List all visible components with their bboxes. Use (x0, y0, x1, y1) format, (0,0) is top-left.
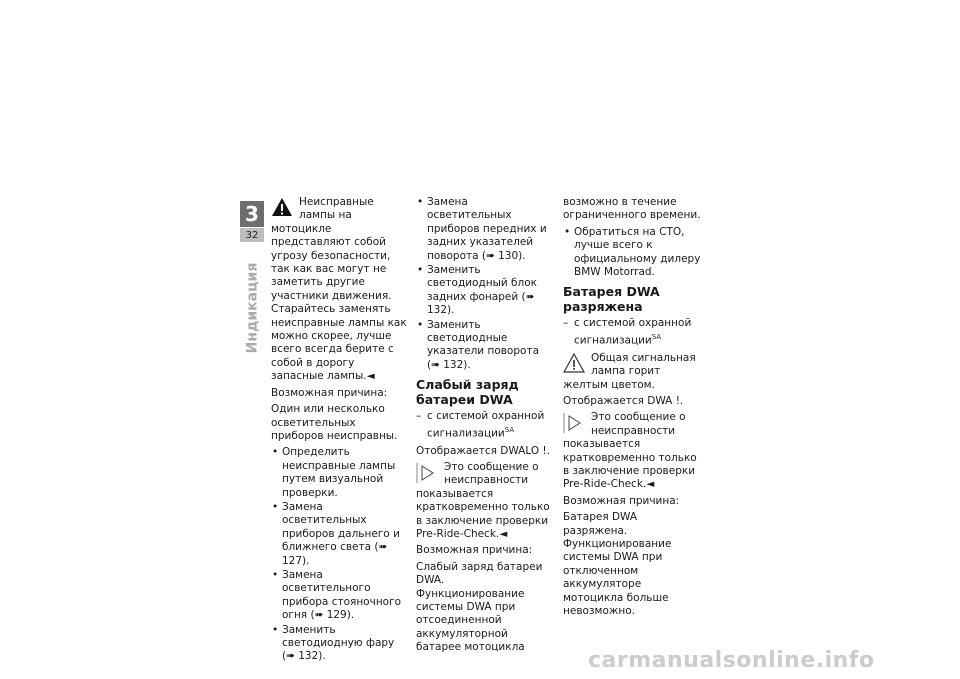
section-heading: Батарея DWA разряжена (563, 284, 660, 314)
column-1 (271, 196, 409, 667)
column-2 (416, 196, 554, 658)
option-note (563, 317, 703, 347)
column-3 (563, 196, 703, 621)
warning-block (271, 196, 409, 384)
section-heading: Слабый заряд батареи DWA (416, 377, 519, 407)
section-label-text: Индикация (244, 262, 261, 353)
option-note (416, 410, 554, 440)
list-item: • Заменить светодиодные указатели поворота (➠ 132). (416, 319, 554, 373)
list-item: • Заменить светодиодную фару (➠ 132). (271, 624, 409, 664)
info-play-icon (416, 462, 438, 484)
cause-label: Возможная причина: (271, 386, 388, 399)
action-list (416, 196, 554, 372)
list-item: • Заменить светодиодный блок задних фонарей (➠ 132). (416, 264, 554, 318)
chapter-tab (240, 201, 264, 242)
option-sup: SA (651, 332, 662, 341)
chapter-number: 3 (240, 201, 264, 227)
list-item: • Замена осветительных приборов дальнего и ближнего света (➠ 127). (271, 501, 409, 568)
watermark: carmanualsonline.info (588, 648, 875, 673)
cause-label: Возможная причина: (416, 544, 533, 557)
display-text: Отображается DWALO !. (416, 444, 550, 457)
info-block (416, 461, 554, 541)
cause-text: Один или несколько осветительных приборов неисправны. (271, 403, 398, 442)
option-note-text: с системой охранной сигнализации (574, 317, 692, 347)
list-item: • Определить неисправные лампы путем визуальной проверки. (271, 446, 409, 500)
list-item: • Обратиться на СТО, лучше всего к официальному дилеру BMW Motorrad. (563, 226, 703, 280)
cause-label: Возможная причина: (563, 494, 680, 507)
warning-lamp-icon (563, 353, 585, 373)
display-text: Отображается DWA !. (563, 394, 684, 407)
info-text: Это сообщение о неисправности показывается кратковременно только в заключение проверки Pre-Ride-Check.◄ (563, 411, 697, 491)
info-text: Это сообщение о неисправности показывается кратковременно только в заключение проверки Pre-Ride-Check.◄ (416, 461, 550, 541)
warning-text: Неисправные лампы на мотоцикле представляют собой угрозу безопасности, так как вас могут не заметить другие участники движения. Старайтесь заменять неисправные лампы как можно скорее, лучше всего всегда берите с собой в дорогу запасные лампы.◄ (271, 196, 407, 383)
section-label (240, 262, 264, 353)
cause-text: Батарея DWA разряжена. Функционирование системы DWA при отключенном аккумуляторе мотоцикла больше невозможно. (563, 511, 672, 618)
warning-lamp-block (563, 352, 703, 392)
action-list (271, 446, 409, 664)
page-number: 32 (240, 228, 264, 242)
continued-text: возможно в течение ограниченного времени. (563, 196, 701, 222)
option-sup: SA (504, 425, 515, 434)
list-item: • Замена осветительного прибора стояночного огня (➠ 129). (271, 569, 409, 623)
info-block (563, 411, 703, 491)
warning-lamp-text: Общая сигнальная лампа горит желтым цветом. (563, 351, 696, 391)
option-note-text: с системой охранной сигнализации (427, 410, 545, 440)
cause-text: Слабый заряд батареи DWA. Функционирование системы DWA при отсоединенной аккумуляторной батарее мотоцикла (416, 560, 543, 654)
list-item: • Замена осветительных приборов передних и задних указателей поворота (➠ 130). (416, 196, 554, 263)
warning-triangle-icon (271, 197, 293, 217)
info-play-icon (563, 412, 585, 434)
action-list (563, 226, 703, 280)
